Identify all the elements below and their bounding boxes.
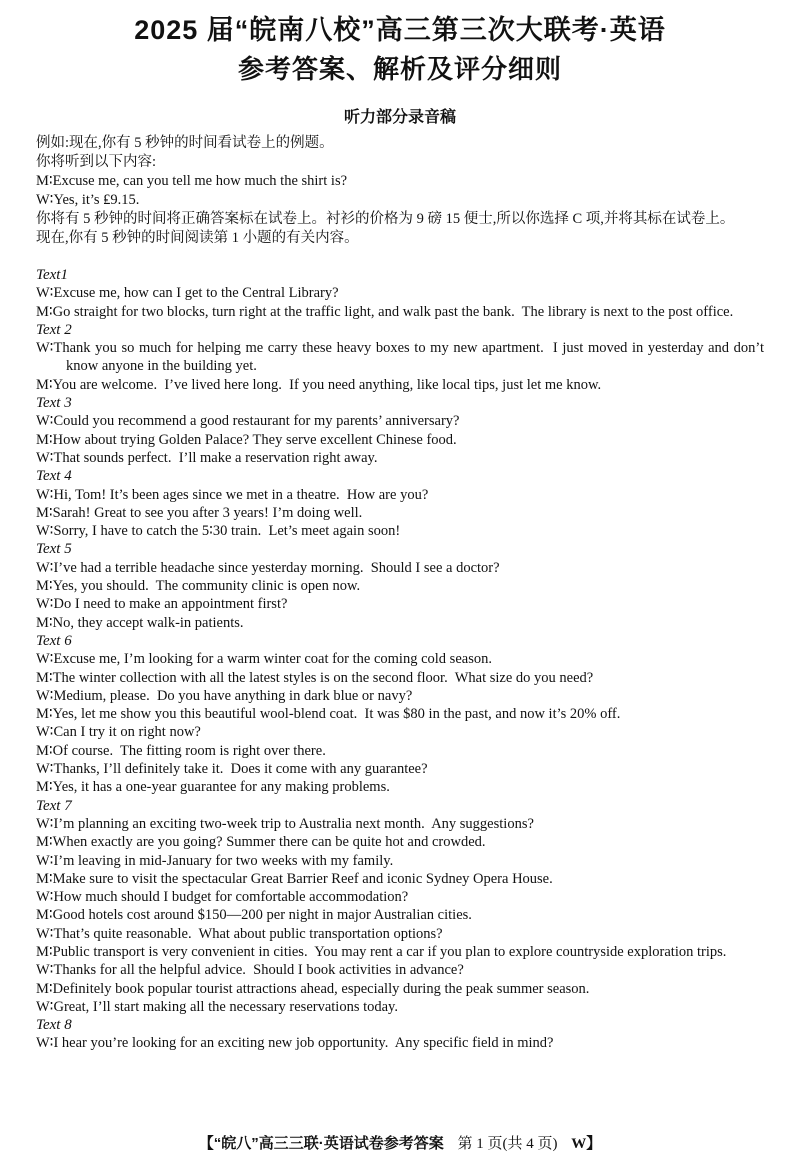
speaker-label: W∶: [36, 449, 54, 466]
text-label: Text 6: [36, 632, 72, 649]
dialogue-line: [36, 815, 764, 833]
dialogue-line: [36, 614, 764, 632]
speaker-label: W∶: [36, 192, 54, 208]
dialogue-text: Yes, it’s ₤9.15.: [53, 192, 140, 208]
dialogue-text: That sounds perfect. I’ll make a reservation right away.: [53, 449, 378, 466]
dialogue-text: I’ve had a terrible headache since yesterday morning. Should I see a doctor?: [53, 559, 500, 576]
speaker-label: W∶: [36, 1035, 54, 1052]
dialogue-text: Thanks, I’ll definitely take it. Does it come with any guarantee?: [53, 761, 428, 778]
footer-page-info: 第 1 页(共 4 页): [457, 1136, 558, 1152]
dialogue-text: Sorry, I have to catch the 5∶30 train. Let’s meet again soon!: [53, 523, 401, 540]
text-label: Text 7: [36, 797, 72, 814]
speaker-label: W∶: [36, 596, 54, 613]
speaker-label: M∶: [36, 578, 53, 595]
dialogue-text: I hear you’re looking for an exciting new job opportunity. Any specific field in mind?: [53, 1035, 554, 1052]
speaker-label: M∶: [36, 303, 53, 320]
dialogue-line: [36, 559, 764, 577]
dialogue-text: Excuse me, can you tell me how much the shirt is?: [52, 173, 348, 189]
dialogue-line: [36, 888, 764, 906]
dialogue-line: [36, 229, 764, 248]
speaker-label: M∶: [36, 870, 53, 887]
speaker-label: M∶: [36, 779, 53, 796]
speaker-label: M∶: [36, 742, 53, 759]
text-label: Text 4: [36, 468, 72, 485]
dialogue-line: [36, 723, 764, 741]
speaker-label: M∶: [36, 907, 53, 924]
dialogue-text: 你将有 5 秒钟的时间将正确答案标在试卷上。衬衫的价格为 9 磅 15 便士,所以你选择 C 项,并将其标在试卷上。: [36, 211, 735, 227]
dialogue-line: [36, 504, 764, 522]
page-title-line1: 2025 届“皖南八校”高三第三次大联考·英语: [134, 15, 666, 45]
dialogue-line: [36, 870, 764, 888]
dialogue-text: Thank you so much for helping me carry these heavy boxes to my new apartment. I just moved in yesterday and don’t know anyone in the building yet.: [53, 340, 768, 375]
dialogue-text: No, they accept walk-in patients.: [52, 614, 244, 631]
speaker-label: W∶: [36, 925, 54, 942]
dialogue-line: [36, 284, 764, 302]
speaker-label: M∶: [36, 376, 53, 393]
dialogue-text: Definitely book popular tourist attractions ahead, especially during the peak summer season.: [52, 980, 590, 997]
dialogue-line: [36, 191, 764, 210]
dialogue-line: [36, 522, 764, 540]
dialogue-line: [36, 376, 764, 394]
speaker-label: W∶: [36, 285, 54, 302]
speaker-label: M∶: [36, 504, 53, 521]
dialogue-text: 例如:现在,你有 5 秒钟的时间看试卷上的例题。: [36, 135, 334, 151]
speaker-label: W∶: [36, 852, 54, 869]
speaker-label: W∶: [36, 889, 54, 906]
dialogue-line: [36, 687, 764, 705]
dialogue-text: How much should I budget for comfortable accommodation?: [53, 889, 409, 906]
dialogue-line: [36, 431, 764, 449]
dialogue-line: [36, 339, 768, 376]
dialogue-line: [36, 577, 764, 595]
speaker-label: M∶: [36, 834, 53, 851]
dialogue-text: Medium, please. Do you have anything in dark blue or navy?: [53, 687, 413, 704]
dialogue-line: [36, 449, 764, 467]
dialogue-line: [36, 778, 764, 796]
dialogue-line: [36, 1034, 764, 1052]
dialogue-line: [36, 153, 764, 172]
dialogue-line: [36, 980, 764, 998]
dialogue-line: [36, 669, 764, 687]
speaker-label: W∶: [36, 761, 54, 778]
footer-right: W】: [571, 1136, 602, 1152]
dialogue-line: [36, 742, 764, 760]
text-label: Text 8: [36, 1017, 72, 1034]
speaker-label: W∶: [36, 962, 54, 979]
dialogue-text: How about trying Golden Palace? They serve excellent Chinese food.: [52, 431, 457, 448]
dialogue-line: [36, 595, 764, 613]
dialogue-text: Great, I’ll start making all the necessary reservations today.: [53, 998, 398, 1015]
speaker-label: W∶: [36, 559, 54, 576]
speaker-label: W∶: [36, 340, 54, 357]
dialogue-text: 你将听到以下内容:: [36, 154, 157, 170]
speaker-label: M∶: [36, 173, 53, 189]
speaker-label: M∶: [36, 431, 53, 448]
speaker-label: M∶: [36, 614, 53, 631]
dialogue-line: [36, 172, 764, 191]
footer-left: 【“皖八”高三三联·英语试卷参考答案: [198, 1135, 444, 1152]
speaker-label: W∶: [36, 651, 54, 668]
dialogue-text: Hi, Tom! It’s been ages since we met in a theatre. How are you?: [53, 486, 429, 503]
page-footer: [0, 1134, 800, 1154]
speaker-label: W∶: [36, 724, 54, 741]
speaker-label: W∶: [36, 486, 54, 503]
dialogue-line: [36, 943, 764, 961]
dialogue-line: [36, 852, 764, 870]
dialogue-line: [36, 760, 764, 778]
intro-block: [36, 134, 764, 248]
section-heading: 听力部分录音稿: [343, 109, 456, 126]
speaker-label: M∶: [36, 943, 53, 960]
dialogue-text: Can I try it on right now?: [53, 724, 201, 741]
dialogue-text: Thanks for all the helpful advice. Should I book activities in advance?: [53, 962, 464, 979]
dialogue-text: You are welcome. I’ve lived here long. If you need anything, like local tips, just let me know.: [52, 376, 602, 393]
dialogue-text: When exactly are you going? Summer there can be quite hot and crowded.: [52, 834, 486, 851]
dialogue-line: [36, 650, 764, 668]
dialogue-line: [36, 210, 764, 229]
dialogue-text: Good hotels cost around $150—200 per night in major Australian cities.: [52, 907, 472, 924]
speaker-label: W∶: [36, 523, 54, 540]
dialogue-text: The winter collection with all the latest styles is on the second floor. What size do you need?: [52, 669, 594, 686]
dialogue-text: That’s quite reasonable. What about public transportation options?: [53, 925, 443, 942]
speaker-label: M∶: [36, 980, 53, 997]
page-title-line2: 参考答案、解析及评分细则: [237, 54, 562, 84]
dialogue-text: Sarah! Great to see you after 3 years! I’m doing well.: [52, 504, 363, 521]
speaker-label: W∶: [36, 998, 54, 1015]
dialogue-text: Yes, you should. The community clinic is open now.: [52, 578, 361, 595]
dialogue-text: Make sure to visit the spectacular Great Barrier Reef and iconic Sydney Opera House.: [52, 870, 553, 887]
text-label: Text 5: [36, 541, 72, 558]
dialogue-line: [36, 303, 764, 321]
dialogue-text: Excuse me, I’m looking for a warm winter coat for the coming cold season.: [53, 651, 492, 668]
dialogue-text: Go straight for two blocks, turn right at the traffic light, and walk past the bank. The library is next to the post office.: [52, 303, 734, 320]
dialogue-text: Yes, let me show you this beautiful wool-blend coat. It was $80 in the past, and now it’s 20% off.: [52, 706, 621, 723]
text-label: Text1: [36, 267, 68, 283]
dialogue-line: [36, 961, 764, 979]
dialogue-text: Public transport is very convenient in cities. You may rent a car if you plan to explore countryside exploration trips.: [52, 943, 727, 960]
dialogue-text: Of course. The fitting room is right over there.: [52, 742, 326, 759]
speaker-label: W∶: [36, 687, 54, 704]
dialogue-text: Yes, it has a one-year guarantee for any making problems.: [52, 779, 390, 796]
dialogue-text: I’m leaving in mid-January for two weeks with my family.: [53, 852, 394, 869]
speaker-label: M∶: [36, 706, 53, 723]
dialogue-line: [36, 906, 764, 924]
dialogue-text: Do I need to make an appointment first?: [53, 596, 288, 613]
listening-transcript: [36, 266, 768, 1053]
text-label: Text 3: [36, 395, 72, 412]
dialogue-line: [36, 412, 764, 430]
dialogue-line: [36, 833, 764, 851]
dialogue-text: 现在,你有 5 秒钟的时间阅读第 1 小题的有关内容。: [36, 230, 359, 246]
speaker-label: M∶: [36, 669, 53, 686]
dialogue-line: [36, 998, 764, 1016]
dialogue-line: [36, 925, 764, 943]
dialogue-line: [36, 134, 764, 153]
speaker-label: W∶: [36, 413, 54, 430]
speaker-label: W∶: [36, 815, 54, 832]
dialogue-line: [36, 705, 764, 723]
dialogue-line: [36, 486, 764, 504]
dialogue-text: I’m planning an exciting two-week trip to Australia next month. Any suggestions?: [53, 815, 534, 832]
text-label: Text 2: [36, 321, 72, 338]
dialogue-text: Could you recommend a good restaurant for my parents’ anniversary?: [53, 413, 460, 430]
dialogue-text: Excuse me, how can I get to the Central Library?: [53, 285, 339, 302]
